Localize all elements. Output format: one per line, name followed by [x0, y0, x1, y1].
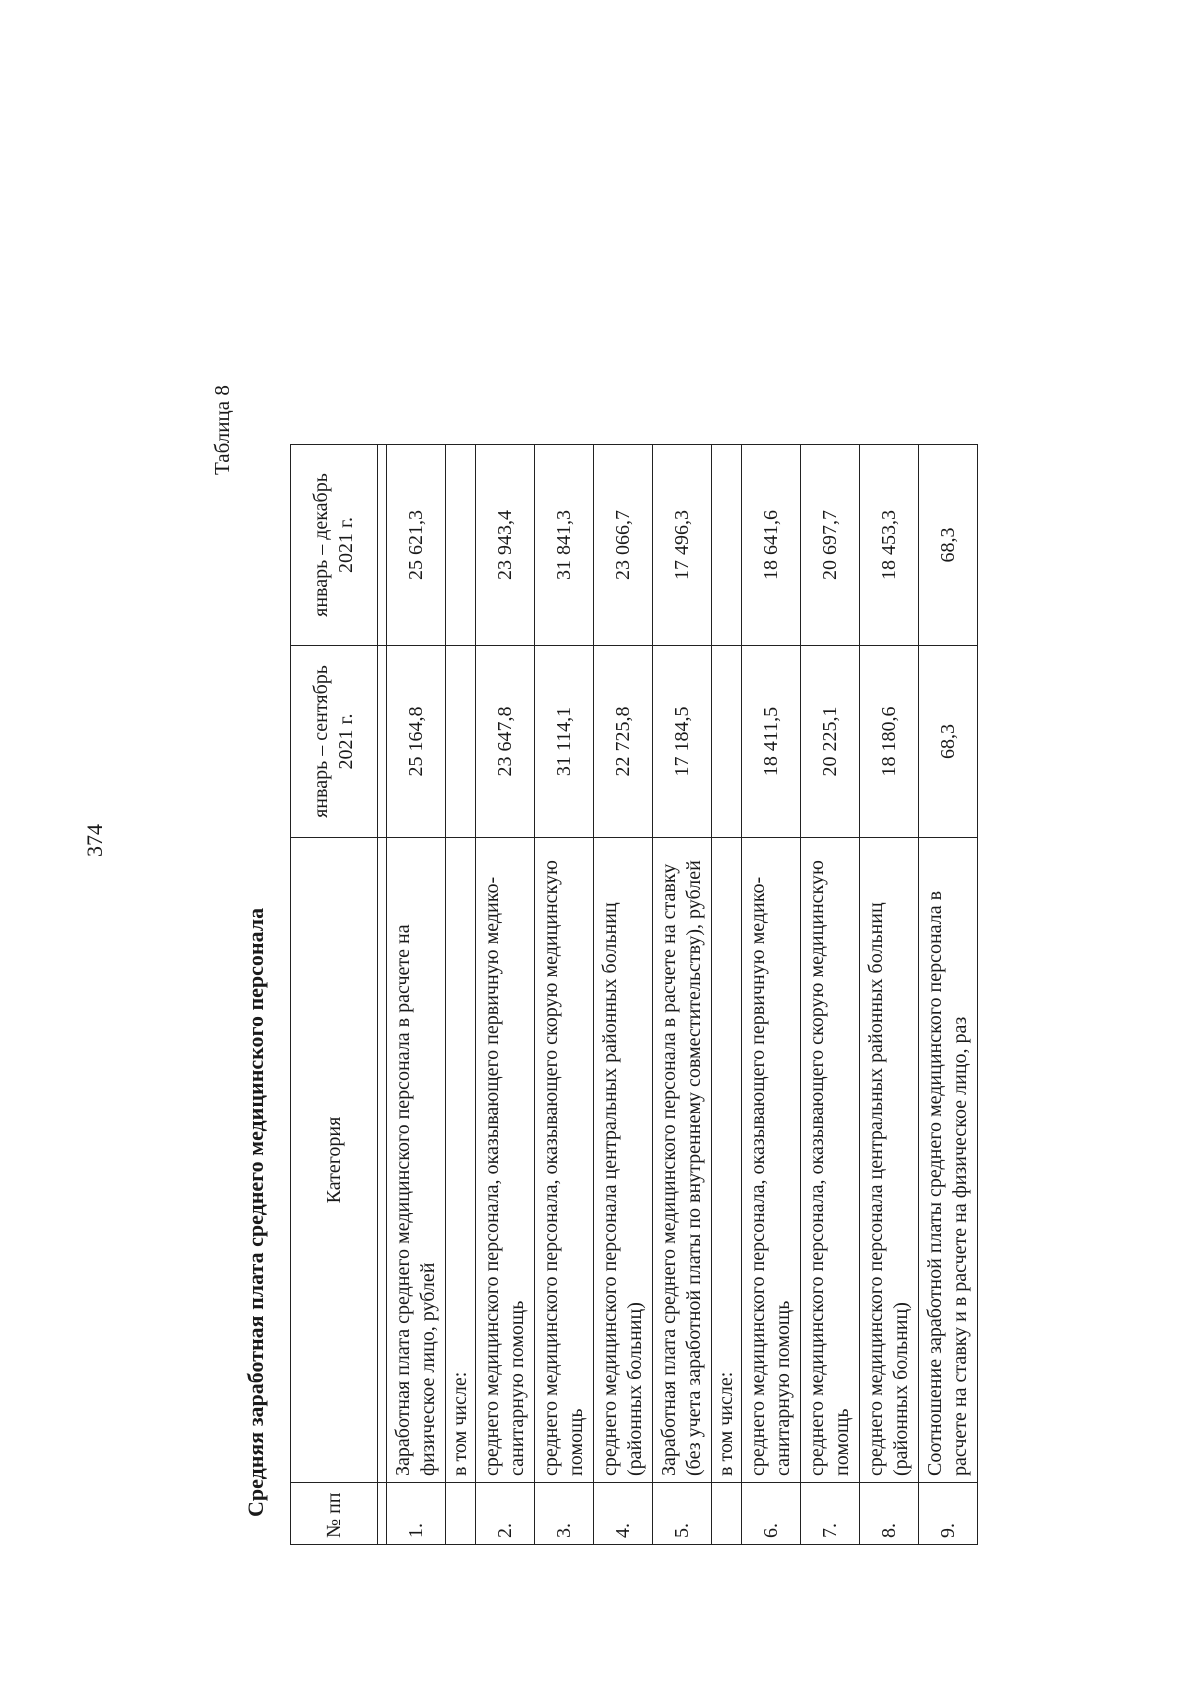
row-value-period-1: 31 114,1 — [535, 646, 594, 838]
table-row — [594, 445, 653, 1545]
header-category: Категория — [291, 838, 378, 1483]
table-row — [653, 445, 712, 1545]
row-value-period-2: 23 943,4 — [476, 445, 535, 646]
row-number — [446, 1483, 476, 1545]
row-category: среднего медицинского персонала, оказывающего скорую медицинскую помощь — [535, 838, 594, 1483]
header-period-1: январь – сентябрь 2021 г. — [291, 646, 378, 838]
table-row — [801, 445, 860, 1545]
row-number: 3. — [535, 1483, 594, 1545]
row-number: 9. — [919, 1483, 978, 1545]
row-category: Соотношение заработной платы среднего медицинского персонала в расчете на ставку и в расчете на физическое лицо, раз — [919, 838, 978, 1483]
row-number: 1. — [387, 1483, 446, 1545]
table-row — [712, 445, 742, 1545]
table-title: Средняя заработная плата среднего медицинского персонала — [243, 907, 268, 1517]
row-number: 4. — [594, 1483, 653, 1545]
row-category: среднего медицинского персонала, оказывающего скорую медицинскую помощь — [801, 838, 860, 1483]
row-value-period-2 — [712, 445, 742, 646]
row-value-period-2: 18 641,6 — [742, 445, 801, 646]
table-label: Таблица 8 — [210, 385, 234, 475]
row-value-period-1: 25 164,8 — [387, 646, 446, 838]
table-row — [860, 445, 919, 1545]
row-value-period-1: 20 225,1 — [801, 646, 860, 838]
spacer-cell — [378, 1483, 387, 1545]
table-row — [919, 445, 978, 1545]
row-value-period-1 — [446, 646, 476, 838]
row-value-period-1: 22 725,8 — [594, 646, 653, 838]
row-value-period-1: 18 180,6 — [860, 646, 919, 838]
row-number — [712, 1483, 742, 1545]
table-header-row — [291, 445, 378, 1545]
row-value-period-1: 23 647,8 — [476, 646, 535, 838]
spacer-cell — [378, 838, 387, 1483]
row-number: 6. — [742, 1483, 801, 1545]
row-number: 2. — [476, 1483, 535, 1545]
row-value-period-2: 68,3 — [919, 445, 978, 646]
row-number: 7. — [801, 1483, 860, 1545]
row-value-period-2: 23 066,7 — [594, 445, 653, 646]
table-row — [387, 445, 446, 1545]
row-value-period-1 — [712, 646, 742, 838]
row-category: среднего медицинского персонала, оказывающего первичную медико-санитарную помощь — [476, 838, 535, 1483]
row-value-period-1: 18 411,5 — [742, 646, 801, 838]
row-category: среднего медицинского персонала, оказывающего первичную медико-санитарную помощь — [742, 838, 801, 1483]
salary-table — [290, 444, 978, 1545]
row-number: 5. — [653, 1483, 712, 1545]
header-period-2: январь – декабрь 2021 г. — [291, 445, 378, 646]
header-number: № пп — [291, 1483, 378, 1545]
table-row — [742, 445, 801, 1545]
row-value-period-1: 68,3 — [919, 646, 978, 838]
page-number: 374 — [82, 824, 107, 857]
row-category: среднего медицинского персонала центральных районных больниц (районных больниц) — [860, 838, 919, 1483]
table-row — [476, 445, 535, 1545]
row-category: Заработная плата среднего медицинского персонала в расчете на физическое лицо, рублей — [387, 838, 446, 1483]
row-category: среднего медицинского персонала центральных районных больниц (районных больниц) — [594, 838, 653, 1483]
row-value-period-2: 31 841,3 — [535, 445, 594, 646]
row-category: в том числе: — [712, 838, 742, 1483]
row-number: 8. — [860, 1483, 919, 1545]
table-row — [535, 445, 594, 1545]
row-value-period-2 — [446, 445, 476, 646]
row-value-period-1: 17 184,5 — [653, 646, 712, 838]
spacer-cell — [378, 445, 387, 646]
row-category: Заработная плата среднего медицинского персонала в расчете на ставку (без учета заработной платы по внутреннему совместительству), рублей — [653, 838, 712, 1483]
row-category: в том числе: — [446, 838, 476, 1483]
row-value-period-2: 25 621,3 — [387, 445, 446, 646]
row-value-period-2: 20 697,7 — [801, 445, 860, 646]
row-value-period-2: 17 496,3 — [653, 445, 712, 646]
header-spacer-row — [378, 445, 387, 1545]
spacer-cell — [378, 646, 387, 838]
table-row — [446, 445, 476, 1545]
row-value-period-2: 18 453,3 — [860, 445, 919, 646]
